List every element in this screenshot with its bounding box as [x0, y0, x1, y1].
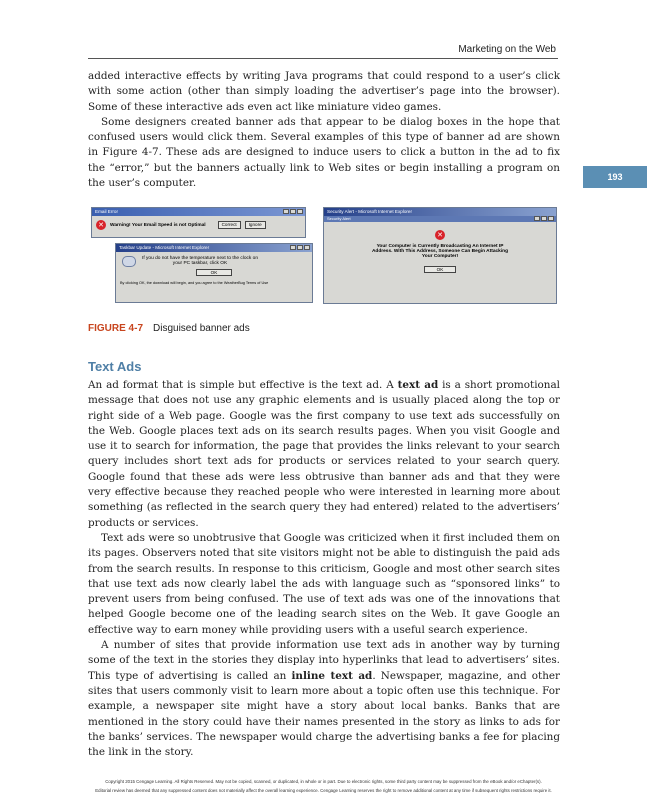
text-ads-paragraph-1: An ad format that is simple but effective is the text ad. A text ad is a short promotional message that does not use any graphic elements and is usually placed along the top or right side of a Web page. Google was the first company to use text ads successfully on the Web. Google places text ads on its search results pages. When you visit Google and use it to search for information, the page that provides the links relevant to your search query includes short text ads for products or services related to your search query. Google found that these ads were less obtrusive than banner ads and that they were very effective because they reached people who were interested in learning more about something (as reflected in the search query they had entered) related to the advertisers’ products or services. [88, 379, 560, 529]
email-error-ad[interactable] [91, 207, 306, 238]
term-text-ad: text ad [397, 379, 439, 391]
ok-button[interactable]: OK [196, 269, 233, 276]
section-heading: Text Ads [88, 359, 142, 374]
email-error-message: Warning! Your Email Speed is not Optimal [110, 222, 206, 228]
error-icon: ✕ [435, 230, 445, 240]
intro-paragraph-2: Some designers created banner ads that appear to be dialog boxes in the hope that confused users would click them. Several examples of this type of banner ad are shown in Figure 4-7. These ads are designed to induce users to click a button in the ad to fix the “error,” but the banners actually link to Web sites or begin installing a program on the user’s computer. [88, 115, 560, 190]
text-ads-paragraph-2: Text ads were so unobtrusive that Google was criticized when it first included them on its pages. Observers noted that site visitors might not be able to distinguish the paid ads from the search results. In response to this criticism, Google and most other search sites that use text ads now clearly label the ads with language such as “sponsored links” to prevent users from being confused. The use of text ads was one of the innovations that helped Google become one of the leading search sites on the Web. It gave Google an effective way to earn money while providing users with a useful search experience. [88, 531, 560, 636]
close-icon [297, 209, 303, 214]
security-alert-message: Your Computer is Currently Broadcasting An Internet IP Address. With This Address, Someone Can Begin Attacking Your Computer! [371, 244, 509, 259]
ignore-button[interactable]: Ignore [245, 221, 266, 229]
figure-caption [88, 323, 250, 334]
running-head: Marketing on the Web [458, 44, 556, 55]
term-inline-text-ad: inline text ad [291, 669, 373, 682]
correct-button[interactable]: Correct [218, 221, 241, 229]
taskbar-update-title: Taskbar Update - Microsoft Internet Explorer [119, 245, 210, 250]
page-number-tab: 193 [583, 166, 647, 188]
ok-button[interactable]: OK [424, 266, 457, 273]
taskbar-update-fine-print: By clicking OK, the download will begin, and you agree to the WeatherBug Terms of Use [120, 281, 269, 285]
taskbar-update-message: If you do not have the temperature next to the clock on your PC taskbar, click OK [142, 256, 258, 266]
cloud-icon [122, 256, 136, 267]
figure-4-7 [88, 204, 560, 309]
text-ads-body [88, 378, 560, 760]
header-rule [88, 58, 558, 59]
close-icon [304, 245, 310, 250]
error-icon: ✕ [96, 220, 106, 230]
email-error-title: Email Error [95, 209, 118, 214]
taskbar-update-ad[interactable] [115, 243, 313, 303]
figure-caption-text: Disguised banner ads [153, 323, 250, 334]
copyright-line-2: Editorial review has deemed that any suppressed content does not materially affect the overall learning experience. Cengage Learning reserves the right to remove additional content at any time if subsequent rights restrictions require it. [95, 788, 552, 793]
intro-paragraph-1: added interactive effects by writing Java programs that could respond to a user’s click with some action (other than simply loading the advertiser’s page into the browser). Some of these interactive ads even act like miniature video games. [88, 70, 560, 113]
text-ads-paragraph-3: A number of sites that provide information use text ads in another way by turning some of the text in the stories they display into hyperlinks that lead to advertisers’ sites. This type of advertising is called an inline text ad. Newspaper, magazine, and other sites that users commonly visit to learn more about a topic often use this technique. For example, a newspaper site might have a story about local banks. Banks that are mentioned in the story could have their names presented in the story as links to ads for the banks’ services. The newspaper would charge the advertising banks a fee for placing the link in the story. [88, 639, 560, 759]
security-alert-inner-title: Security Alert [327, 216, 351, 221]
security-alert-title: Security Alert - Microsoft Internet Explorer [327, 209, 413, 214]
figure-label: FIGURE 4-7 [88, 323, 144, 334]
copyright-line-1: Copyright 2015 Cengage Learning. All Rights Reserved. May not be copied, scanned, or duplicated, in whole or in part. Due to electronic rights, some third party content may be suppressed from the eBook and/or eChapter(s). [105, 779, 542, 784]
intro-text [88, 69, 560, 191]
security-alert-ad[interactable] [323, 207, 557, 304]
